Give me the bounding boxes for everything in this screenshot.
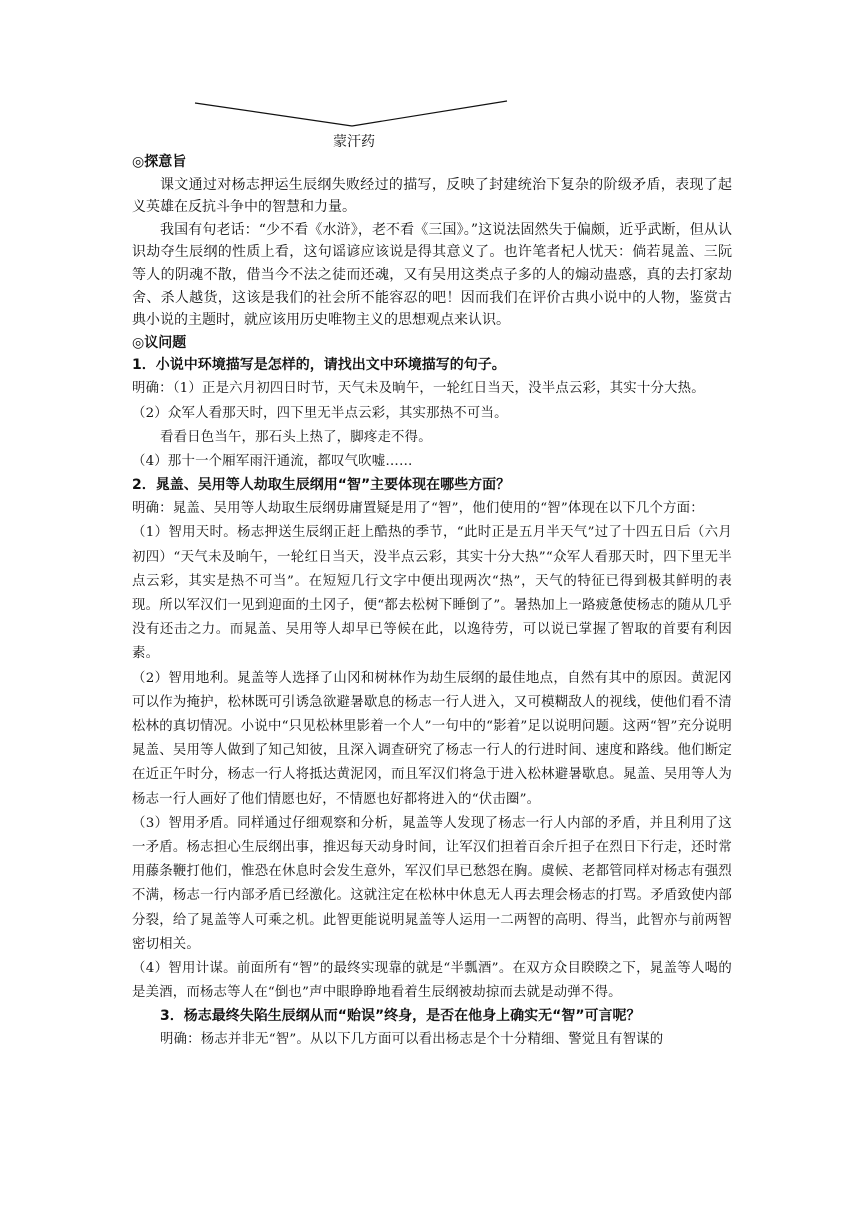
question-1-answer-1: 明确：（1）正是六月初四日时节，天气未及晌午，一轮红日当天，没半点云彩，其实十分大热。 — [132, 381, 705, 397]
question-2: 2．晁盖、吴用等人劫取生辰纲用“智”主要体现在哪些方面？ — [132, 477, 511, 494]
content — [132, 151, 732, 1053]
question-1-answer-4: （4）那十一个厢军雨汗通流，都叹气吹嘘…… — [132, 453, 413, 469]
question-3-answer-1: 明确：杨志并非无“智”。从以下几方面可以看出杨志是个十分精细、警觉且有智谋的 — [160, 1032, 664, 1048]
diagram-lines — [190, 96, 520, 136]
question-2-answer-2: （2）智用地利。晁盖等人选择了山冈和树林作为劫生辰纲的最佳地点，自然有其中的原因。黄泥冈可以作为掩护，松林既可引诱急欲避暑歇息的杨志一行人进入，又可模糊敌人的视线，使他们看不清松林的真切情况。小说中“只见松林里影着一个人”一句中的“影着”足以说明问题。这两“智”充分说明晁盖、吴用等人做到了知己知彼，且深入调查研究了杨志一行人的行进时间、速度和路线。他们断定在近正午时分，杨志一行人将抵达黄泥冈，而且军汉们将急于进入松林避暑歇息。晁盖、吴用等人为杨志一行人画好了他们情愿也好，不情愿也好都将进入的“伏击圈”。 — [132, 670, 732, 807]
intent-paragraph-2: 我国有句老话：“少不看《水浒》，老不看《三国》。”这说法固然失于偏颇，近乎武断，但从认识劫夺生辰纲的性质上看，这句谣谚应该说是得其意义了。也许笔者杞人忧天：倘若晁盖、三阮等人的阴魂不散，借当今不法之徒而还魂，又有吴用这类点子多的人的煽动蛊惑，真的去打家劫舍、杀人越货，这该是我们的社会所不能容忍的吧！因而我们在评价古典小说中的人物，鉴赏古典小说的主题时，就应该用历史唯物主义的思想观点来认识。 — [132, 221, 732, 329]
question-2-answer-intro: 明确：晁盖、吴用等人劫取生辰纲毋庸置疑是用了“智”，他们使用的“智”体现在以下几个方面： — [132, 501, 704, 517]
diagram-left-line — [195, 103, 352, 126]
section-heading-questions: ◎议问题 — [132, 334, 187, 351]
question-1: 1．小说中环境描写是怎样的，请找出文中环境描写的句子。 — [132, 357, 506, 374]
diagram-right-line — [352, 101, 507, 126]
question-2-answer-3: （3）智用矛盾。同样通过仔细观察和分析，晁盖等人发现了杨志一行人内部的矛盾，并且利用了这一矛盾。杨志担心生辰纲出事，推迟每天动身时间，让军汉们担着百余斤担子在烈日下行走，还时常用藤条鞭打他们，惟恐在休息时会发生意外，军汉们早已愁怨在胸。虞候、老都管同样对杨志有强烈不满，杨志一行内部矛盾已经激化。这就注定在松林中休息无人再去理会杨志的打骂。矛盾致使内部分裂，给了晁盖等人可乘之机。此智更能说明晁盖等人运用一二两智的高明、得当，此智亦与前两智密切相关。 — [132, 815, 732, 952]
question-2-answer-1: （1）智用天时。杨志押送生辰纲正赶上酷热的季节，“此时正是五月半天气”过了十四五日后（六月初四）“天气未及晌午，一轮红日当天，没半点云彩，其实十分大热”“众军人看那天时，四下里无半点云彩，其实是热不可当”。在短短几行文字中便出现两次“热”，天气的特征已得到极其鲜明的表现。所以军汉们一见到迎面的土冈子，便“都去松树下睡倒了”。暑热加上一路疲惫使杨志的随从几乎没有还击之力。而晁盖、吴用等人却早已等候在此，以逸待劳，可以说已掌握了智取的首要有利因素。 — [132, 525, 732, 662]
intent-paragraph-1: 课文通过对杨志押运生辰纲失败经过的描写，反映了封建统治下复杂的阶级矛盾，表现了起义英雄在反抗斗争中的智慧和力量。 — [132, 176, 732, 216]
section-heading-intent: ◎探意旨 — [132, 154, 187, 170]
question-1-answer-2: （2）众军人看那天时，四下里无半点云彩，其实那热不可当。 — [132, 405, 508, 421]
question-3: 3．杨志最终失陷生辰纲从而“贻误”终身，是否在他身上确实无“智”可言呢？ — [160, 1008, 641, 1025]
diagram-caption: 蒙汗药 — [333, 134, 375, 150]
question-2-answer-4: （4）智用计谋。前面所有“智”的最终实现靠的就是“半瓢酒”。在双方众目睽睽之下，晁盖等人喝的是美酒，而杨志等人在“倒也”声中眼睁睁地看着生辰纲被劫掠而去就是动弹不得。 — [132, 961, 732, 1001]
question-1-answer-3: 看看日色当午，那石头上热了，脚疼走不得。 — [160, 429, 432, 445]
